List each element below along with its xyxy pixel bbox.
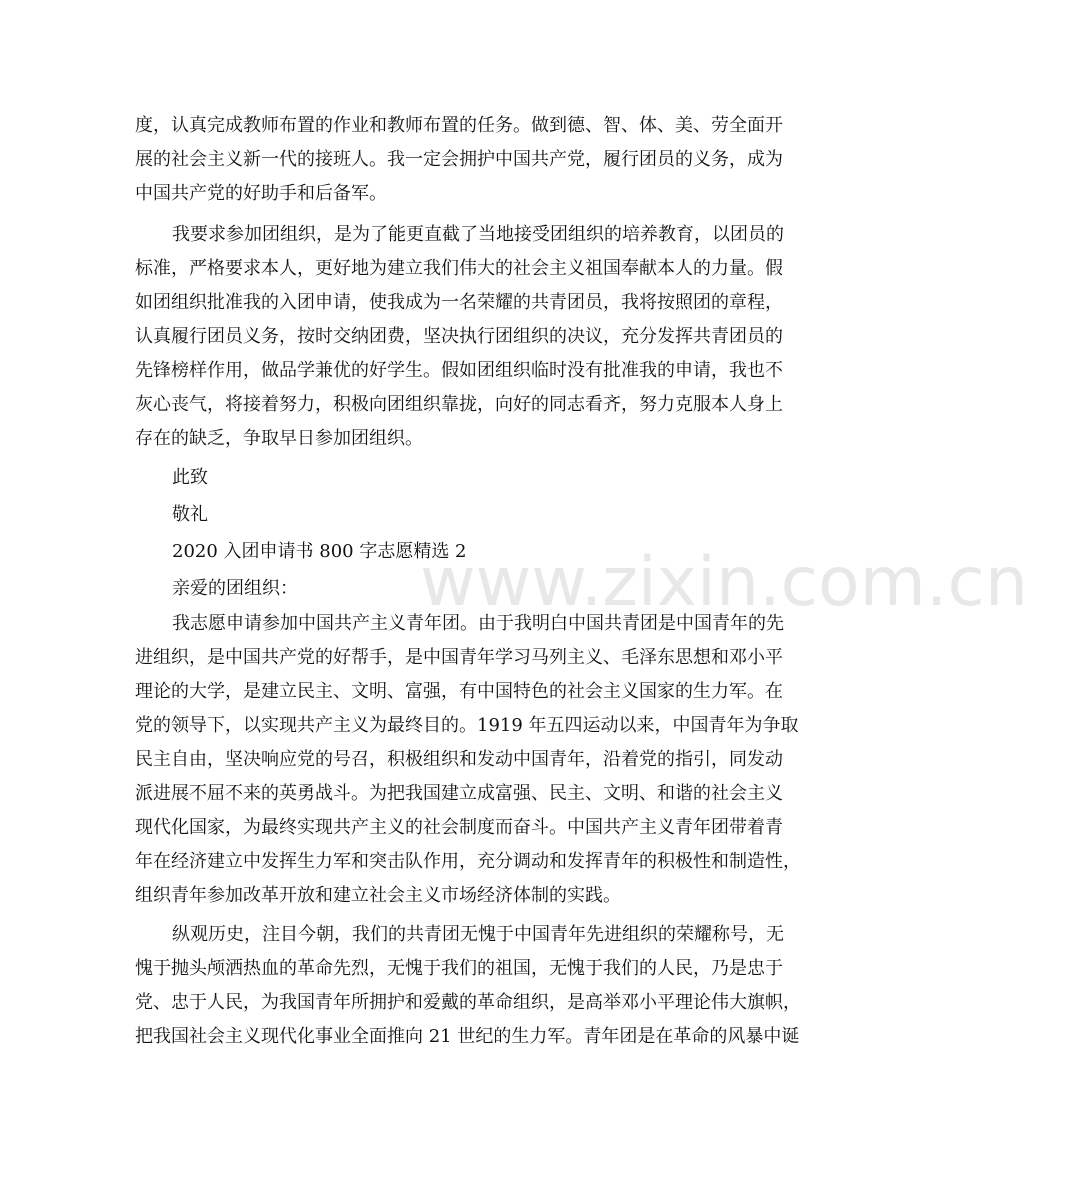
- text-line: 我要求参加团组织，是为了能更直截了当地接受团组织的培养教育，以团员的: [172, 224, 784, 245]
- text-line: 把我国社会主义现代化事业全面推向 21 世纪的生力军。青年团是在革命的风暴中诞: [135, 1026, 800, 1047]
- text-line: 中国共产党的好助手和后备军。: [135, 183, 387, 204]
- text-line: 理论的大学，是建立民主、文明、富强，有中国特色的社会主义国家的生力军。在: [135, 681, 783, 702]
- text-line: 标准，严格要求本人，更好地为建立我们伟大的社会主义祖国奉献本人的力量。假: [135, 258, 783, 279]
- text-line: 派进展不屈不来的英勇战斗。为把我国建立成富强、民主、文明、和谐的社会主义: [135, 783, 783, 804]
- text-line: 党的领导下，以实现共产主义为最终目的。1919 年五四运动以来，中国青年为争取: [135, 715, 799, 736]
- text-line: 党、忠于人民，为我国青年所拥护和爱戴的革命组织，是高举邓小平理论伟大旗帜，: [135, 992, 801, 1013]
- text-line: 灰心丧气，将接着努力，积极向团组织靠拢，向好的同志看齐，努力克服本人身上: [135, 394, 783, 415]
- text-line: 纵观历史，注目今朝，我们的共青团无愧于中国青年先进组织的荣耀称号，无: [172, 924, 784, 945]
- text-line: 存在的缺乏，争取早日参加团组织。: [135, 428, 423, 449]
- text-line: 度，认真完成教师布置的作业和教师布置的任务。做到德、智、体、美、劳全面开: [135, 115, 783, 136]
- text-line: 先锋榜样作用，做品学兼优的好学生。假如团组织临时没有批准我的申请，我也不: [135, 360, 783, 381]
- text-line: 年在经济建立中发挥生力军和突击队作用，充分调动和发挥青年的积极性和制造性，: [135, 851, 801, 872]
- text-line: 民主自由，坚决响应党的号召，积极组织和发动中国青年，沿着党的指引，同发动: [135, 749, 783, 770]
- text-line: 认真履行团员义务，按时交纳团费，坚决执行团组织的决议，充分发挥共青团员的: [135, 326, 783, 347]
- salutation-line: 敬礼: [172, 504, 208, 525]
- salutation-line: 此致: [172, 467, 208, 488]
- text-line: 如团组织批准我的入团申请，使我成为一名荣耀的共青团员，我将按照团的章程，: [135, 292, 783, 313]
- text-line: 愧于抛头颅洒热血的革命先烈，无愧于我们的祖国，无愧于我们的人民，乃是忠于: [135, 958, 783, 979]
- greeting-line: 亲爱的团组织：: [172, 578, 298, 599]
- text-line: 进组织，是中国共产党的好帮手，是中国青年学习马列主义、毛泽东思想和邓小平: [135, 647, 783, 668]
- text-line: 现代化国家，为最终实现共产主义的社会制度而奋斗。中国共产主义青年团带着青: [135, 817, 783, 838]
- text-line: 我志愿申请参加中国共产主义青年团。由于我明白中国共青团是中国青年的先: [172, 613, 784, 634]
- section-title: 2020 入团申请书 800 字志愿精选 2: [172, 541, 467, 562]
- text-line: 组织青年参加改革开放和建立社会主义市场经济体制的实践。: [135, 885, 621, 906]
- watermark-text: www.zixin.com.cn: [420, 543, 1028, 622]
- text-line: 展的社会主义新一代的接班人。我一定会拥护中国共产党，履行团员的义务，成为: [135, 149, 783, 170]
